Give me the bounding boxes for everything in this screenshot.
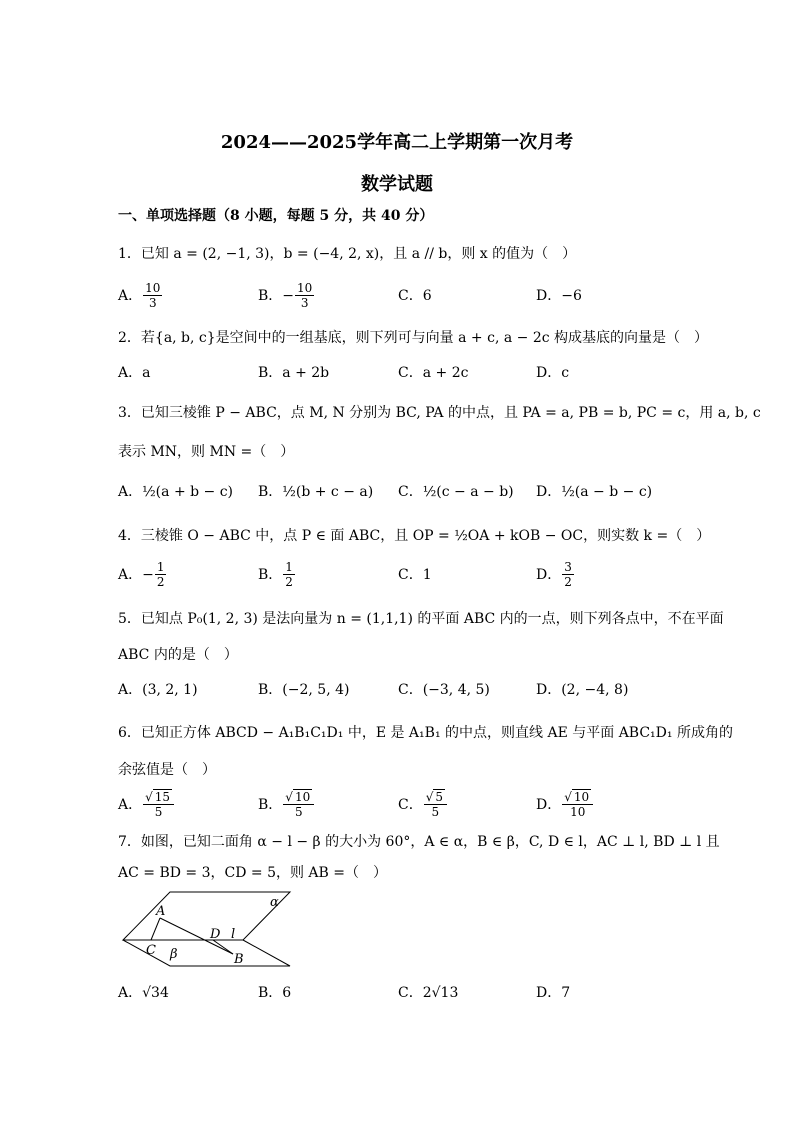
section-heading: 一、单项选择题（8 小题，每题 5 分，共 40 分） xyxy=(118,208,434,224)
option-d[interactable]: D．½(a − b − c) xyxy=(536,484,653,500)
question-2-options xyxy=(118,355,678,389)
option-a[interactable]: A．½(a + b − c) xyxy=(118,484,234,500)
dihedral-angle-figure xyxy=(118,888,308,972)
option-d[interactable]: D． $\frac{3}{2}$ xyxy=(536,559,572,589)
option-a[interactable]: A．√34 xyxy=(118,985,169,1001)
option-c[interactable]: C．6 xyxy=(398,288,432,304)
option-c[interactable]: C．2√13 xyxy=(398,985,459,1001)
option-a[interactable]: A． $\frac{10}{3}$ xyxy=(118,280,161,310)
option-b[interactable]: B．(−2, 5, 4) xyxy=(258,682,350,698)
option-d[interactable]: D．−6 xyxy=(536,288,582,304)
question-5-options xyxy=(118,672,678,706)
question-5-stem-line-1: 5．已知点 P₀(1, 2, 3) 是法向量为 n = (1,1,1) 的平面 ABC 内的一点，则下列各点中，不在平面 xyxy=(118,611,724,627)
option-d[interactable]: D．7 xyxy=(536,985,571,1001)
option-b[interactable]: B．½(b + c − a) xyxy=(258,484,374,500)
option-c[interactable]: C．½(c − a − b) xyxy=(398,484,514,500)
option-a[interactable]: A． $\frac{√ 15}{5}$ xyxy=(118,787,175,821)
question-4-options xyxy=(118,557,678,591)
question-2-stem: 2．若{a, b, c}是空间中的一组基底，则下列可与向量 a + c, a − 2c 构成基底的向量是（ ） xyxy=(118,330,709,346)
exam-subtitle: 数学试题 xyxy=(361,174,433,195)
option-d[interactable]: D．(2, −4, 8) xyxy=(536,682,629,698)
line-db xyxy=(213,940,233,954)
option-d[interactable]: D．c xyxy=(536,365,570,381)
question-1-stem: 1．已知 a = (2, −1, 3)，b = (−4, 2, x)，且 a // b，则 x 的值为（ ） xyxy=(118,246,577,262)
question-3-options xyxy=(118,474,678,508)
exam-title: 2024——2025学年高二上学期第一次月考 xyxy=(220,132,574,153)
option-b[interactable]: B． $\frac{1}{2}$ xyxy=(258,559,293,589)
label-a: A xyxy=(156,904,166,919)
option-b[interactable]: B．− $\frac{10}{3}$ xyxy=(258,280,313,310)
option-c[interactable]: C． $\frac{√ 5}{5}$ xyxy=(398,787,448,821)
option-d[interactable]: D． $\frac{√ 10}{10}$ xyxy=(536,787,594,821)
label-l: l xyxy=(231,927,236,942)
option-a[interactable]: A．(3, 2, 1) xyxy=(118,682,198,698)
question-7-options xyxy=(118,975,678,1009)
line-ac xyxy=(151,918,160,940)
question-7-stem-line-2: AC = BD = 3，CD = 5，则 AB =（ ） xyxy=(118,865,388,881)
question-5-stem-line-2: ABC 内的是（ ） xyxy=(118,647,238,663)
label-d: D xyxy=(210,927,221,942)
question-6-stem-line-1: 6．已知正方体 ABCD − A₁B₁C₁D₁ 中，E 是 A₁B₁ 的中点，则直线 AE 与平面 ABC₁D₁ 所成角的 xyxy=(118,725,733,741)
question-3-stem-line-1: 3．已知三棱锥 P − ABC，点 M, N 分别为 BC, PA 的中点，且 PA = a, PB = b, PC = c，用 a, b, c xyxy=(118,405,761,421)
option-b[interactable]: B． $\frac{√ 10}{5}$ xyxy=(258,787,315,821)
question-3-stem-line-2: 表示 MN，则 MN =（ ） xyxy=(118,444,295,460)
label-beta: β xyxy=(170,947,178,962)
option-b[interactable]: B．6 xyxy=(258,985,292,1001)
question-4-stem: 4．三棱锥 O − ABC 中，点 P ∈ 面 ABC，且 OP = ½OA + kOB − OC，则实数 k =（ ） xyxy=(118,528,711,544)
question-1-options xyxy=(118,278,678,312)
option-c[interactable]: C．(−3, 4, 5) xyxy=(398,682,490,698)
option-b[interactable]: B．a + 2b xyxy=(258,365,330,381)
option-a[interactable]: A．− $\frac{1}{2}$ xyxy=(118,559,165,589)
option-a[interactable]: A．a xyxy=(118,365,151,381)
plane-alpha-outline xyxy=(123,892,290,940)
question-6-stem-line-2: 余弦值是（ ） xyxy=(118,762,216,778)
question-6-options xyxy=(118,787,678,821)
option-c[interactable]: C．a + 2c xyxy=(398,365,469,381)
option-c[interactable]: C．1 xyxy=(398,567,432,583)
label-alpha: α xyxy=(270,895,279,910)
question-7-stem-line-1: 7．如图，已知二面角 α − l − β 的大小为 60°，A ∈ α，B ∈ β，C, D ∈ l，AC ⊥ l, BD ⊥ l 且 xyxy=(118,834,720,850)
label-b: B xyxy=(234,952,244,967)
label-c: C xyxy=(146,943,156,958)
